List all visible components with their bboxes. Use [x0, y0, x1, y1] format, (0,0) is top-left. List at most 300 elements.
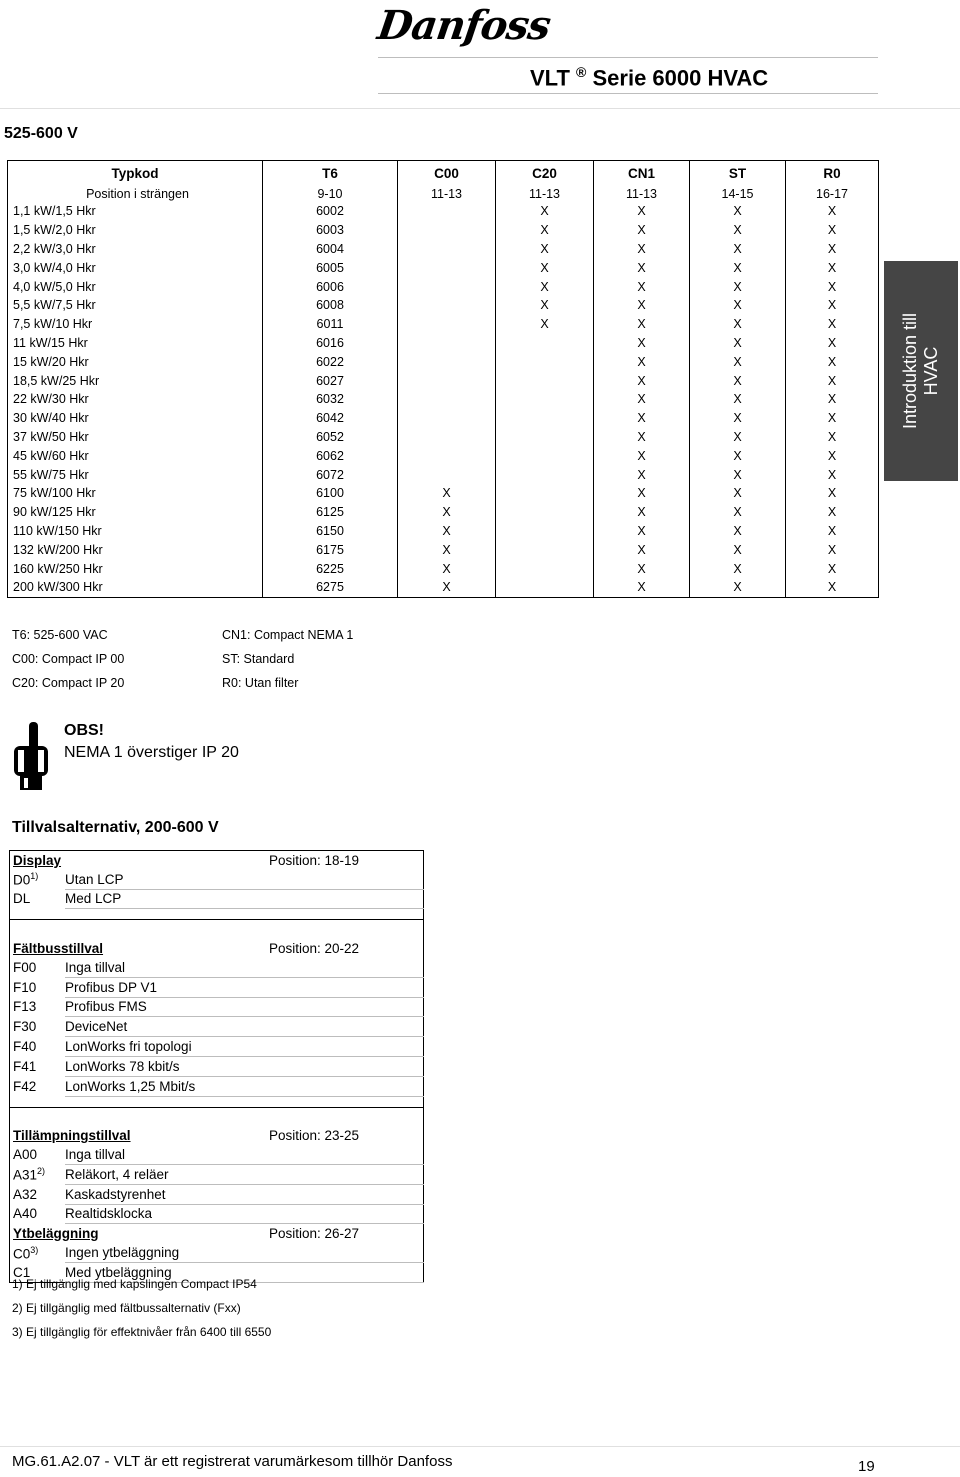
option-item: [10, 870, 424, 889]
table-cell: X: [496, 315, 594, 334]
table-cell: 6006: [263, 277, 398, 296]
group-gap: [10, 1107, 424, 1126]
table-cell: [398, 352, 496, 371]
option-spacer: [269, 1037, 424, 1057]
option-item: [10, 1204, 424, 1224]
option-code-text: F13: [13, 999, 37, 1015]
option-item: [10, 958, 424, 977]
separator-cell: [10, 1096, 424, 1107]
table-cell: X: [786, 371, 879, 390]
option-label: Profibus FMS: [65, 997, 269, 1017]
table-cell: X: [786, 315, 879, 334]
option-item: [10, 977, 424, 997]
option-group-header: [10, 939, 424, 958]
option-code-text: F30: [13, 1019, 37, 1035]
table-cell: [398, 409, 496, 428]
pointing-hand-icon: [12, 720, 52, 795]
table-cell: X: [786, 221, 879, 240]
table-cell: [496, 428, 594, 447]
table-cell: X: [786, 409, 879, 428]
option-code-text: F42: [13, 1078, 37, 1094]
table-cell: X: [594, 446, 690, 465]
table-cell: 11 kW/15 Hkr: [8, 334, 263, 353]
table-cell: X: [496, 258, 594, 277]
option-spacer: [269, 1204, 424, 1224]
table-cell: 16-17: [786, 186, 879, 202]
option-label: Med LCP: [65, 889, 269, 909]
table-cell: X: [594, 465, 690, 484]
note-text: NEMA 1 överstiger IP 20: [64, 744, 239, 761]
table-cell: [398, 446, 496, 465]
table-cell: 11-13: [398, 186, 496, 202]
gap-cell: [10, 920, 424, 939]
table-row: [8, 334, 879, 353]
table-cell: 6100: [263, 484, 398, 503]
option-label: Kaskadstyrenhet: [65, 1184, 269, 1204]
option-item: [10, 1017, 424, 1037]
position-row: [8, 186, 879, 202]
option-spacer: [269, 977, 424, 997]
header-r0: R0: [786, 161, 879, 187]
option-code: [10, 1204, 66, 1224]
table-cell: 9-10: [263, 186, 398, 202]
option-code: [10, 1145, 66, 1164]
option-spacer: [269, 1076, 424, 1096]
table-cell: X: [690, 221, 786, 240]
section-title: 525-600 V: [4, 125, 78, 142]
table-cell: 90 kW/125 Hkr: [8, 503, 263, 522]
option-group-position: Position: 23-25: [269, 1128, 360, 1144]
table-cell: [398, 240, 496, 259]
table-cell: 5,5 kW/7,5 Hkr: [8, 296, 263, 315]
table-cell: 6150: [263, 522, 398, 541]
option-code: [10, 1017, 66, 1037]
option-code: [10, 997, 66, 1017]
table-cell: X: [398, 559, 496, 578]
legend-cn1: CN1: Compact NEMA 1: [222, 628, 354, 642]
table-cell: X: [398, 503, 496, 522]
table-cell: [496, 409, 594, 428]
header-rule-page: [0, 108, 960, 109]
option-code-text: F10: [13, 979, 37, 995]
table-cell: X: [398, 522, 496, 541]
table-cell: 55 kW/75 Hkr: [8, 465, 263, 484]
table-cell: [398, 315, 496, 334]
option-group-title: Ytbeläggning: [13, 1226, 99, 1242]
table-cell: [496, 578, 594, 597]
table-cell: X: [786, 578, 879, 597]
table-cell: X: [786, 522, 879, 541]
option-spacer: [269, 958, 424, 977]
table-cell: 200 kW/300 Hkr: [8, 578, 263, 597]
table-cell: [496, 334, 594, 353]
legend-t6: T6: 525-600 VAC: [12, 628, 108, 642]
table-row: [8, 522, 879, 541]
table-cell: 6042: [263, 409, 398, 428]
table-cell: 132 kW/200 Hkr: [8, 540, 263, 559]
option-code-text: A32: [13, 1186, 38, 1202]
table-row: [8, 465, 879, 484]
table-cell: X: [594, 484, 690, 503]
table-cell: X: [496, 277, 594, 296]
table-cell: X: [690, 202, 786, 221]
table-cell: 160 kW/250 Hkr: [8, 559, 263, 578]
table-cell: X: [496, 240, 594, 259]
table-cell: X: [594, 334, 690, 353]
table-cell: [398, 428, 496, 447]
option-group-position: Position: 20-22: [269, 941, 360, 957]
table-row: [8, 484, 879, 503]
option-label: LonWorks fri topologi: [65, 1037, 269, 1057]
footnote-2: 2) Ej tillgänglig med fältbussalternativ (Fxx): [12, 1301, 241, 1315]
table-row: [8, 240, 879, 259]
table-cell: X: [690, 578, 786, 597]
table-cell: Position i strängen: [8, 186, 263, 202]
legend-c00: C00: Compact IP 00: [12, 652, 125, 666]
table-cell: X: [786, 202, 879, 221]
table-cell: X: [496, 202, 594, 221]
option-label: Utan LCP: [65, 870, 269, 889]
table-cell: 15 kW/20 Hkr: [8, 352, 263, 371]
option-group-title: Display: [13, 852, 62, 868]
option-spacer: [269, 870, 424, 889]
table-cell: X: [690, 540, 786, 559]
option-code-text: C1: [13, 1264, 31, 1280]
table-cell: X: [786, 258, 879, 277]
footer-text: MG.61.A2.07 - VLT är ett registrerat varumärkesom tillhör Danfoss: [12, 1453, 453, 1470]
option-item: [10, 1037, 424, 1057]
table-cell: 2,2 kW/3,0 Hkr: [8, 240, 263, 259]
option-spacer: [269, 1145, 424, 1164]
table-cell: X: [690, 390, 786, 409]
table-cell: X: [594, 258, 690, 277]
table-cell: X: [690, 258, 786, 277]
table-cell: X: [594, 428, 690, 447]
table-cell: 1,1 kW/1,5 Hkr: [8, 202, 263, 221]
option-group-header: [10, 1126, 424, 1145]
option-spacer: [269, 1017, 424, 1037]
header-rule-bottom: [378, 93, 878, 94]
table-cell: [496, 371, 594, 390]
option-group-title: Tillämpningstillval: [13, 1128, 131, 1144]
table-cell: X: [786, 277, 879, 296]
table-cell: X: [594, 559, 690, 578]
table-row: [8, 446, 879, 465]
option-spacer: [269, 889, 424, 909]
table-cell: X: [594, 221, 690, 240]
option-item: [10, 1164, 424, 1184]
footer-rule: [0, 1446, 960, 1447]
table-cell: X: [398, 578, 496, 597]
footnote-1: 1) Ej tillgänglig med kapslingen Compact IP54: [12, 1277, 257, 1291]
table-cell: X: [594, 578, 690, 597]
table-cell: X: [594, 409, 690, 428]
option-item: [10, 1145, 424, 1164]
table-cell: [496, 352, 594, 371]
option-code: [10, 870, 66, 889]
option-label: LonWorks 78 kbit/s: [65, 1056, 269, 1076]
table-cell: 1,5 kW/2,0 Hkr: [8, 221, 263, 240]
option-code: [10, 1243, 66, 1262]
table-cell: 14-15: [690, 186, 786, 202]
table-cell: [398, 202, 496, 221]
option-code: [10, 977, 66, 997]
table-cell: [398, 390, 496, 409]
table-cell: X: [594, 277, 690, 296]
table-cell: 6275: [263, 578, 398, 597]
option-label: Profibus DP V1: [65, 977, 269, 997]
table-cell: 7,5 kW/10 Hkr: [8, 315, 263, 334]
table-cell: X: [398, 540, 496, 559]
table-row: [8, 221, 879, 240]
option-group-header: [10, 1224, 424, 1243]
table-row: [8, 315, 879, 334]
danfoss-logo: Danfoss: [374, 2, 553, 49]
table-cell: 4,0 kW/5,0 Hkr: [8, 277, 263, 296]
table-cell: X: [690, 522, 786, 541]
note-title: OBS!: [64, 722, 104, 739]
option-code-text: D0: [13, 872, 31, 888]
table-cell: 22 kW/30 Hkr: [8, 390, 263, 409]
option-label: Reläkort, 4 reläer: [65, 1164, 269, 1184]
option-code-text: A40: [13, 1206, 38, 1222]
table-cell: X: [690, 371, 786, 390]
option-code-text: A31: [13, 1167, 38, 1183]
table-cell: 6002: [263, 202, 398, 221]
group-separator: [10, 1096, 424, 1107]
table-cell: X: [398, 484, 496, 503]
table-cell: [496, 465, 594, 484]
table-cell: [398, 221, 496, 240]
option-code: [10, 1076, 66, 1096]
table-cell: 6062: [263, 446, 398, 465]
table-cell: [398, 371, 496, 390]
table-row: [8, 202, 879, 221]
table-header-row: [8, 161, 879, 187]
option-code: [10, 1184, 66, 1204]
option-code-text: F00: [13, 960, 37, 976]
table-cell: 6003: [263, 221, 398, 240]
table-cell: X: [594, 352, 690, 371]
option-code: [10, 958, 66, 977]
separator-cell: [10, 909, 424, 920]
header-c00: C00: [398, 161, 496, 187]
table-cell: 6125: [263, 503, 398, 522]
table-cell: X: [594, 315, 690, 334]
table-cell: X: [786, 446, 879, 465]
table-cell: X: [786, 465, 879, 484]
table-cell: X: [786, 484, 879, 503]
table-row: [8, 352, 879, 371]
table-cell: [496, 503, 594, 522]
side-tab-label: Introduktion till HVAC: [900, 312, 941, 430]
table-cell: X: [786, 240, 879, 259]
option-spacer: [269, 1164, 424, 1184]
table-cell: X: [690, 409, 786, 428]
footnote-3: 3) Ej tillgänglig för effektnivåer från 6400 till 6550: [12, 1325, 272, 1339]
table-cell: X: [594, 390, 690, 409]
table-cell: 6175: [263, 540, 398, 559]
option-label: Realtidsklocka: [65, 1204, 269, 1224]
table-cell: X: [690, 352, 786, 371]
gap-cell: [10, 1107, 424, 1126]
option-label: Inga tillval: [65, 958, 269, 977]
table-cell: X: [594, 371, 690, 390]
table-cell: 6008: [263, 296, 398, 315]
table-cell: 6225: [263, 559, 398, 578]
table-cell: X: [690, 334, 786, 353]
table-cell: [398, 296, 496, 315]
legend-st: ST: Standard: [222, 652, 295, 666]
option-code-text: C0: [13, 1246, 31, 1262]
footnote-marker: 3): [30, 1244, 39, 1255]
table-row: [8, 390, 879, 409]
table-cell: X: [496, 296, 594, 315]
header-c20: C20: [496, 161, 594, 187]
table-cell: [398, 258, 496, 277]
table-cell: 30 kW/40 Hkr: [8, 409, 263, 428]
table-cell: 3,0 kW/4,0 Hkr: [8, 258, 263, 277]
table-cell: X: [786, 352, 879, 371]
table-cell: 6004: [263, 240, 398, 259]
header-t6: T6: [263, 161, 398, 187]
option-label: Med ytbeläggning: [65, 1262, 269, 1282]
table-cell: X: [690, 465, 786, 484]
table-cell: [496, 522, 594, 541]
table-cell: [496, 484, 594, 503]
table-cell: 6052: [263, 428, 398, 447]
table-cell: X: [690, 315, 786, 334]
option-label: LonWorks 1,25 Mbit/s: [65, 1076, 269, 1096]
table-cell: [496, 390, 594, 409]
table-cell: X: [594, 522, 690, 541]
table-cell: X: [690, 503, 786, 522]
table-cell: [496, 446, 594, 465]
table-cell: X: [690, 428, 786, 447]
table-row: [8, 371, 879, 390]
table-cell: [398, 465, 496, 484]
table-cell: X: [594, 240, 690, 259]
header-cn1: CN1: [594, 161, 690, 187]
table-cell: [398, 334, 496, 353]
table-cell: X: [690, 446, 786, 465]
table-cell: X: [594, 296, 690, 315]
table-cell: [496, 559, 594, 578]
table-cell: X: [594, 540, 690, 559]
table-cell: X: [594, 202, 690, 221]
option-code-text: A00: [13, 1147, 38, 1163]
table-cell: 75 kW/100 Hkr: [8, 484, 263, 503]
table-row: [8, 296, 879, 315]
footnote-marker: 1): [30, 871, 39, 882]
document-title: VLT ® Serie 6000 HVAC: [530, 64, 769, 91]
group-gap: [10, 920, 424, 939]
option-code: [10, 1056, 66, 1076]
table-cell: X: [786, 559, 879, 578]
option-label: Ingen ytbeläggning: [65, 1243, 269, 1262]
option-spacer: [269, 997, 424, 1017]
table-cell: 6072: [263, 465, 398, 484]
option-spacer: [269, 1184, 424, 1204]
table-cell: X: [690, 559, 786, 578]
option-item: [10, 889, 424, 909]
option-group-header: [10, 851, 424, 870]
table-cell: X: [786, 503, 879, 522]
table-cell: 6022: [263, 352, 398, 371]
table-cell: 6032: [263, 390, 398, 409]
table-cell: 37 kW/50 Hkr: [8, 428, 263, 447]
option-spacer: [269, 1243, 424, 1262]
option-code: [10, 1164, 66, 1184]
option-code-text: F41: [13, 1058, 37, 1074]
table-row: [8, 428, 879, 447]
table-row: [8, 277, 879, 296]
table-cell: 6027: [263, 371, 398, 390]
option-spacer: [269, 1262, 424, 1282]
table-cell: X: [690, 484, 786, 503]
group-separator: [10, 909, 424, 920]
option-item: [10, 1056, 424, 1076]
option-spacer: [269, 1056, 424, 1076]
table-cell: 45 kW/60 Hkr: [8, 446, 263, 465]
header-typkod: Typkod: [8, 161, 263, 187]
option-item: [10, 1243, 424, 1262]
option-code-text: F40: [13, 1039, 37, 1055]
table-cell: X: [786, 390, 879, 409]
option-item: [10, 997, 424, 1017]
table-row: [8, 559, 879, 578]
table-row: [8, 409, 879, 428]
option-label: Inga tillval: [65, 1145, 269, 1164]
table-cell: 6005: [263, 258, 398, 277]
table-row: [8, 578, 879, 597]
legend-r0: R0: Utan filter: [222, 676, 299, 690]
table-cell: X: [496, 221, 594, 240]
option-group-position: Position: 18-19: [269, 852, 360, 868]
table-row: [8, 258, 879, 277]
legend-c20: C20: Compact IP 20: [12, 676, 125, 690]
table-cell: [398, 277, 496, 296]
table-cell: X: [786, 334, 879, 353]
table-cell: X: [786, 428, 879, 447]
page-number: 19: [858, 1458, 875, 1475]
table-cell: 18,5 kW/25 Hkr: [8, 371, 263, 390]
option-code: [10, 889, 66, 909]
options-heading: Tillvalsalternativ, 200-600 V: [12, 819, 219, 836]
table-cell: X: [786, 540, 879, 559]
table-row: [8, 540, 879, 559]
option-item: [10, 1184, 424, 1204]
table-cell: X: [690, 296, 786, 315]
option-label: DeviceNet: [65, 1017, 269, 1037]
table-cell: X: [594, 503, 690, 522]
option-item: [10, 1076, 424, 1096]
table-row: [8, 503, 879, 522]
footnote-marker: 2): [37, 1166, 46, 1177]
table-cell: [496, 540, 594, 559]
table-cell: 110 kW/150 Hkr: [8, 522, 263, 541]
option-code: [10, 1037, 66, 1057]
table-cell: 11-13: [594, 186, 690, 202]
option-code-text: DL: [13, 891, 31, 907]
typecode-table: [7, 160, 879, 598]
table-cell: 6016: [263, 334, 398, 353]
side-tab: [884, 261, 958, 481]
table-cell: X: [690, 240, 786, 259]
option-group-position: Position: 26-27: [269, 1226, 360, 1242]
table-cell: X: [786, 296, 879, 315]
header-rule-top: [378, 57, 878, 58]
